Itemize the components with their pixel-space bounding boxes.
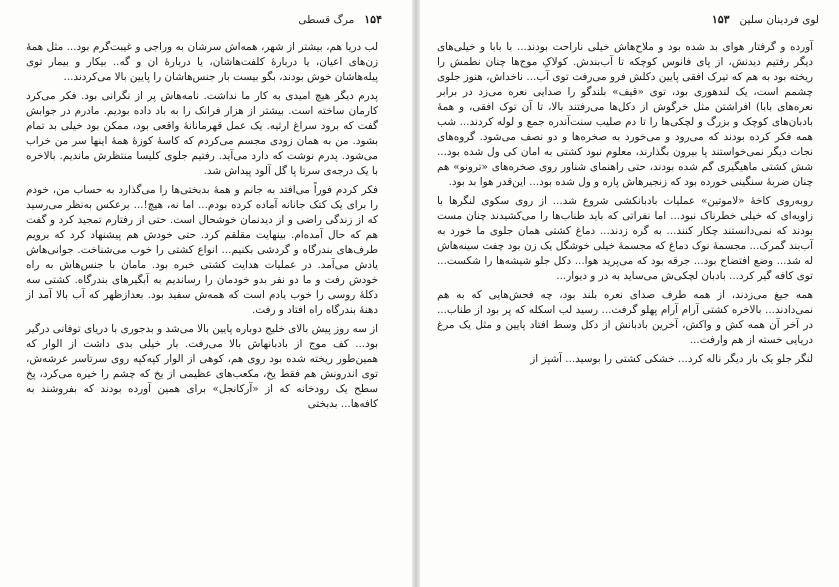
left-page-number: ١۵۴ xyxy=(364,13,382,26)
left-running-title: مرگ قسطی xyxy=(298,14,355,26)
left-page xyxy=(0,0,412,587)
left-page-body xyxy=(26,40,378,412)
right-running-head xyxy=(712,13,819,26)
right-paragraph-3: همه جیغ می‌زدند، از همه طرف صدای نعره بلند بود، چه فحش‌هایی که به هم نمی‌دادند... بالاخره کشتی آرام آرام پهلو گرفت... رسید لب اسکله که پر بود از طناب... در آخر آن همه کش و واکش، آخرین بادبانش از دکل وسط افتاد پایین و مثل یک مرغ دریایی خسته از هم وارفت... xyxy=(437,289,813,346)
left-paragraph-4: از سه روز پیش بالای خلیج دوباره پایین بالا می‌شد و بدجوری با دریای توفانی درگیر بود... کف موج از بادبانهاش بالا می‌رفت. بار خیلی بدی داشت از الوار که همین‌طور ریخته شده بود روی هم، کوهی از الوار کپه‌کپه روی سرتاسر عرشه‌ش، توی اندرونش هم فقط یخ، مکعب‌های عظیمی از یخ که چشم را خیره می‌کرد، پخ سطح یک رودخانه که از «آرکانجل» برای همین آورده بودند که بفروشند به کافه‌ها... بدبختی xyxy=(25,323,378,410)
right-running-title: لوی فردینان سلین xyxy=(739,14,819,26)
right-page-number: ١۵٣ xyxy=(711,13,730,26)
right-paragraph-4: لنگر جلو یک بار دیگر ناله کرد... خشکی کشتی را بوسید... آشپز از xyxy=(530,353,813,365)
right-paragraph-2: روبه‌روی کاخهٔ «لاموتین» عملیات بادبانکشی شروع شد... از روی سکوی لنگرها با زاویه‌ای که خیلی خطرناک نبود... اما نفراتی که باید طناب‌ها را می‌کشیدند چنان مست بودند که نمی‌دانستند چکار کنند... به گره زدند... دماغ کشتی همان جلوی ما خورد به آب‌بند گمرک... مجسمهٔ نوک دماغ که مجسمهٔ خیلی خوشگل یک زن بود چفت سینه‌هاش له شد... وضع افتضاح بود... جرقه بود که می‌پرید هوا... دکل جلو شیشه‌ها را شکست... توی کافه گیر کرد... بادبان لچکی‌ش می‌ساید به در و دیوار... xyxy=(437,195,813,282)
left-paragraph-2: پدرم دیگر هیچ امیدی به کار ما نداشت. نامه‌هاش پر از نگرانی بود. فکر می‌کرد کارمان ساخته است. بیشتر از هزار فرانک را به باد داده بودیم. مادرم در جوابش گفت که برود سراغ ارثیه. یک عمل قهرمانانهٔ واقعی بود، ممکن بود خیلی بد تمام بشود. من به همان زودی مجسم می‌کردم که کاسهٔ کوزهٔ همهٔ اینها سر من خراب می‌شود. پدرم نوشت که دارد می‌آید. رفتیم جلوی کلیسا منتظرش ماندیم. بالاخره با یک درجه‌ی سرتا پا گل آلود پیداش شد. xyxy=(26,90,378,177)
right-paragraph-1: آورده و گرفتار هوای بد شده بود و ملاح‌هاش خیلی ناراحت بودند... با بابا و خیلی‌های دیگر رفتیم دیدنش، از پای فانوس کوچکه تا آب‌بندش. کولاکِ موج‌ها چنان نطمش را ریخته بود به هم که تیرک افقی پایین دکلش فرو می‌رفت توی آب... ناخداش، هنوز جلوی چشمم است، یک لندهوری بود، توی «قیف» بلندگو را صدایی نعره می‌زد در برابر نعره‌های بابا) افراشتن مثل خرگوش از دکل‌ها می‌رفتند بالا، تا آن توک افقی، و همهٔ بادبان‌های کوچک و بزرگ و لچکی‌ها را تا دم صلیب سنت‌آندره جمع و لوله کردند... شب همه فکر کرده بودند که می‌رود و می‌خورد به صخره‌ها و دو نصف می‌شود. گروه‌های نجات دیگر نمی‌خواستند پا بیرون بگذارند، معلوم نبود کشتی به امان کی ول شده بود... شش کشتی ماهیگیری گم شده بودند، حتی راهنمای شناور روی صخره‌های «ترونو» هم چنان ضربهٔ سنگینی خورده بود که زنجیرهاش پاره و ول شده بود... این‌قدر هوا بد بود. xyxy=(437,41,813,188)
left-paragraph-1: لب دریا هم، بیشتر از شهر، همه‌اش سرشان به وراجی و غیبت‌گرم بود... مثل همهٔ زن‌های اعیان، یا دربارهٔ کلفت‌هاشان، یا دربارهٔ ان و گه.. بیکار و بیمار توی پیله‌هاشان خوش بودند، بگو بیست بار جنس‌هاشان را پایین بالا می‌کردند... xyxy=(26,41,378,83)
right-page-body xyxy=(437,40,813,367)
book-gutter xyxy=(412,0,420,587)
left-running-head xyxy=(298,13,382,26)
right-page xyxy=(420,0,839,587)
left-paragraph-3: فکر کردم فوراً می‌افتد به جانم و همهٔ بدبختی‌ها را می‌گذارد به حساب من، خودم را برای یک کتک جانانه آماده کرده بودم... اما نه، هیچ!... برعکس به‌نظر می‌رسید که از زندگی راضی و از دیدنمان خوشحال است. حتی از رفتارم تمجید کرد و گفت هم که حال آمده‌ام. بینهایت مقلقم کرد. حتی خودش هم پیشنهاد کرد که برویم طرف‌های بندرگاه و گردشی بکنیم... انواع کشتی را خوب می‌شناخت. جوانی‌هاش یادش می‌آمد. در عملیات هدایت کشتی خبره بود. مامان با جنس‌هاش به راه خودش رفت و ما دو نفر بدو خودمان را رساندیم به آبگیرهای بندرگاه. کشتی سه دکلهٔ روسی را خوب یادم است که همه‌ش سفید بود. بعدازظهر که آب بالا آمد از دهنهٔ بندرگاه راه افتاد و رفت. xyxy=(26,184,378,316)
